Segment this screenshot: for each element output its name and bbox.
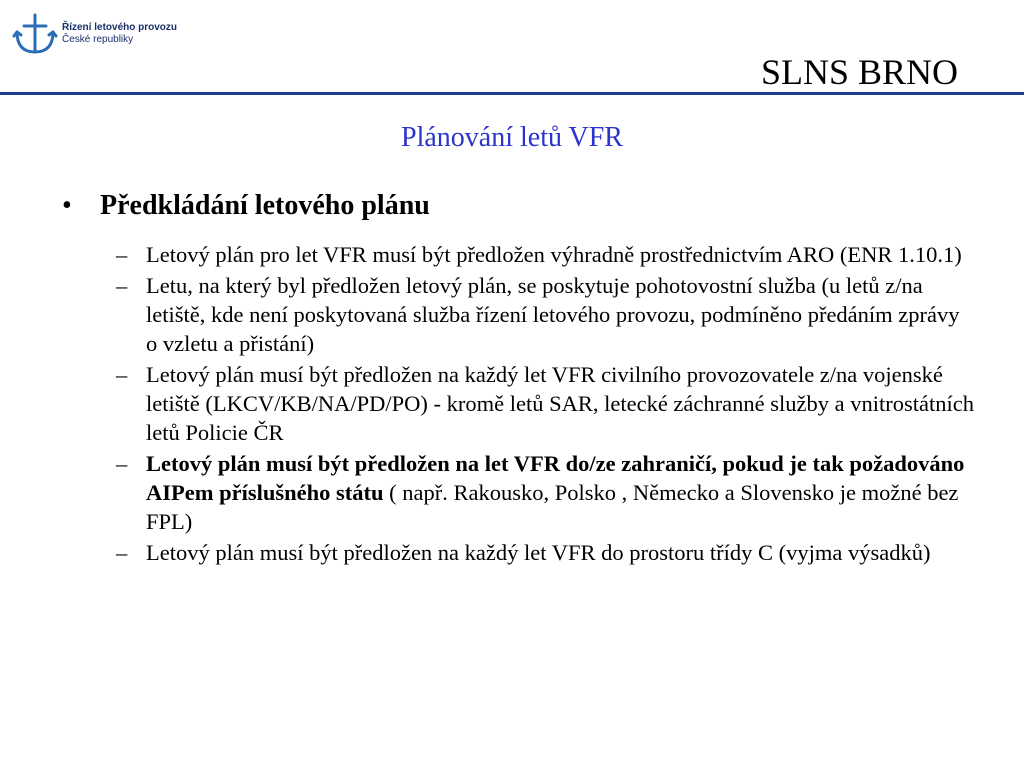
- header-divider: [0, 92, 1024, 95]
- anchor-cross-icon: [12, 12, 58, 56]
- list-item: – Letový plán musí být předložen na každý let VFR do prostoru třídy C (vyjma výsadků): [116, 538, 976, 567]
- list-item-text: Letový plán pro let VFR musí být předložen výhradně prostřednictvím ARO (ENR 1.10.1): [146, 242, 962, 267]
- list-item-text: Letový plán musí být předložen na každý let VFR do prostoru třídy C (vyjma výsadků): [146, 540, 931, 565]
- list-item-text: Letu, na který byl předložen letový plán, se poskytuje pohotovostní služba (u letů z/na letiště, kde není poskytovaná služba řízení letového provozu, podmíněno předáním zprávy o vzletu a přistání): [146, 273, 960, 356]
- sub-bullet-list: [116, 240, 976, 569]
- main-bullet: [62, 190, 430, 222]
- list-item-text: Letový plán musí být předložen na každý let VFR civilního provozovatele z/na vojenské letiště (LKCV/KB/NA/PD/PO) - kromě letů SAR, letecké záchranné služby a vnitrostátních letů Policie ČR: [146, 362, 974, 445]
- logo-line2: České republiky: [62, 34, 134, 45]
- logo-line1: Řízení letového provozu: [62, 22, 178, 33]
- bullet-dot: •: [62, 190, 72, 221]
- slide-title: Plánování letů VFR: [401, 122, 623, 153]
- list-item: – Letový plán musí být předložen na každý let VFR civilního provozovatele z/na vojenské letiště (LKCV/KB/NA/PD/PO) - kromě letů SAR, letecké záchranné služby a vnitrostátních letů Policie ČR: [116, 360, 976, 447]
- list-item: – Letu, na který byl předložen letový plán, se poskytuje pohotovostní služba (u letů z/na letiště, kde není poskytovaná služba řízení letového provozu, podmíněno předáním zprávy o vzletu a přistání): [116, 271, 976, 358]
- list-item-text: ( např. Rakousko, Polsko , Německo a Slovensko je možné bez FPL): [146, 480, 959, 534]
- main-bullet-text: Předkládání letového plánu: [100, 190, 430, 221]
- logo: [12, 12, 177, 56]
- list-item: – Letový plán pro let VFR musí být předložen výhradně prostřednictvím ARO (ENR 1.10.1): [116, 240, 976, 269]
- list-item-bold-text: Letový plán musí být předložen na let VFR do/ze zahraničí, pokud je tak požadováno AIPem příslušného státu: [146, 451, 965, 505]
- organization-title: SLNS BRNO: [760, 52, 958, 92]
- list-item: – Letový plán musí být předložen na let VFR do/ze zahraničí, pokud je tak požadováno AIPem příslušného státu ( např. Rakousko, Polsko , Německo a Slovensko je možné bez FPL): [116, 451, 965, 534]
